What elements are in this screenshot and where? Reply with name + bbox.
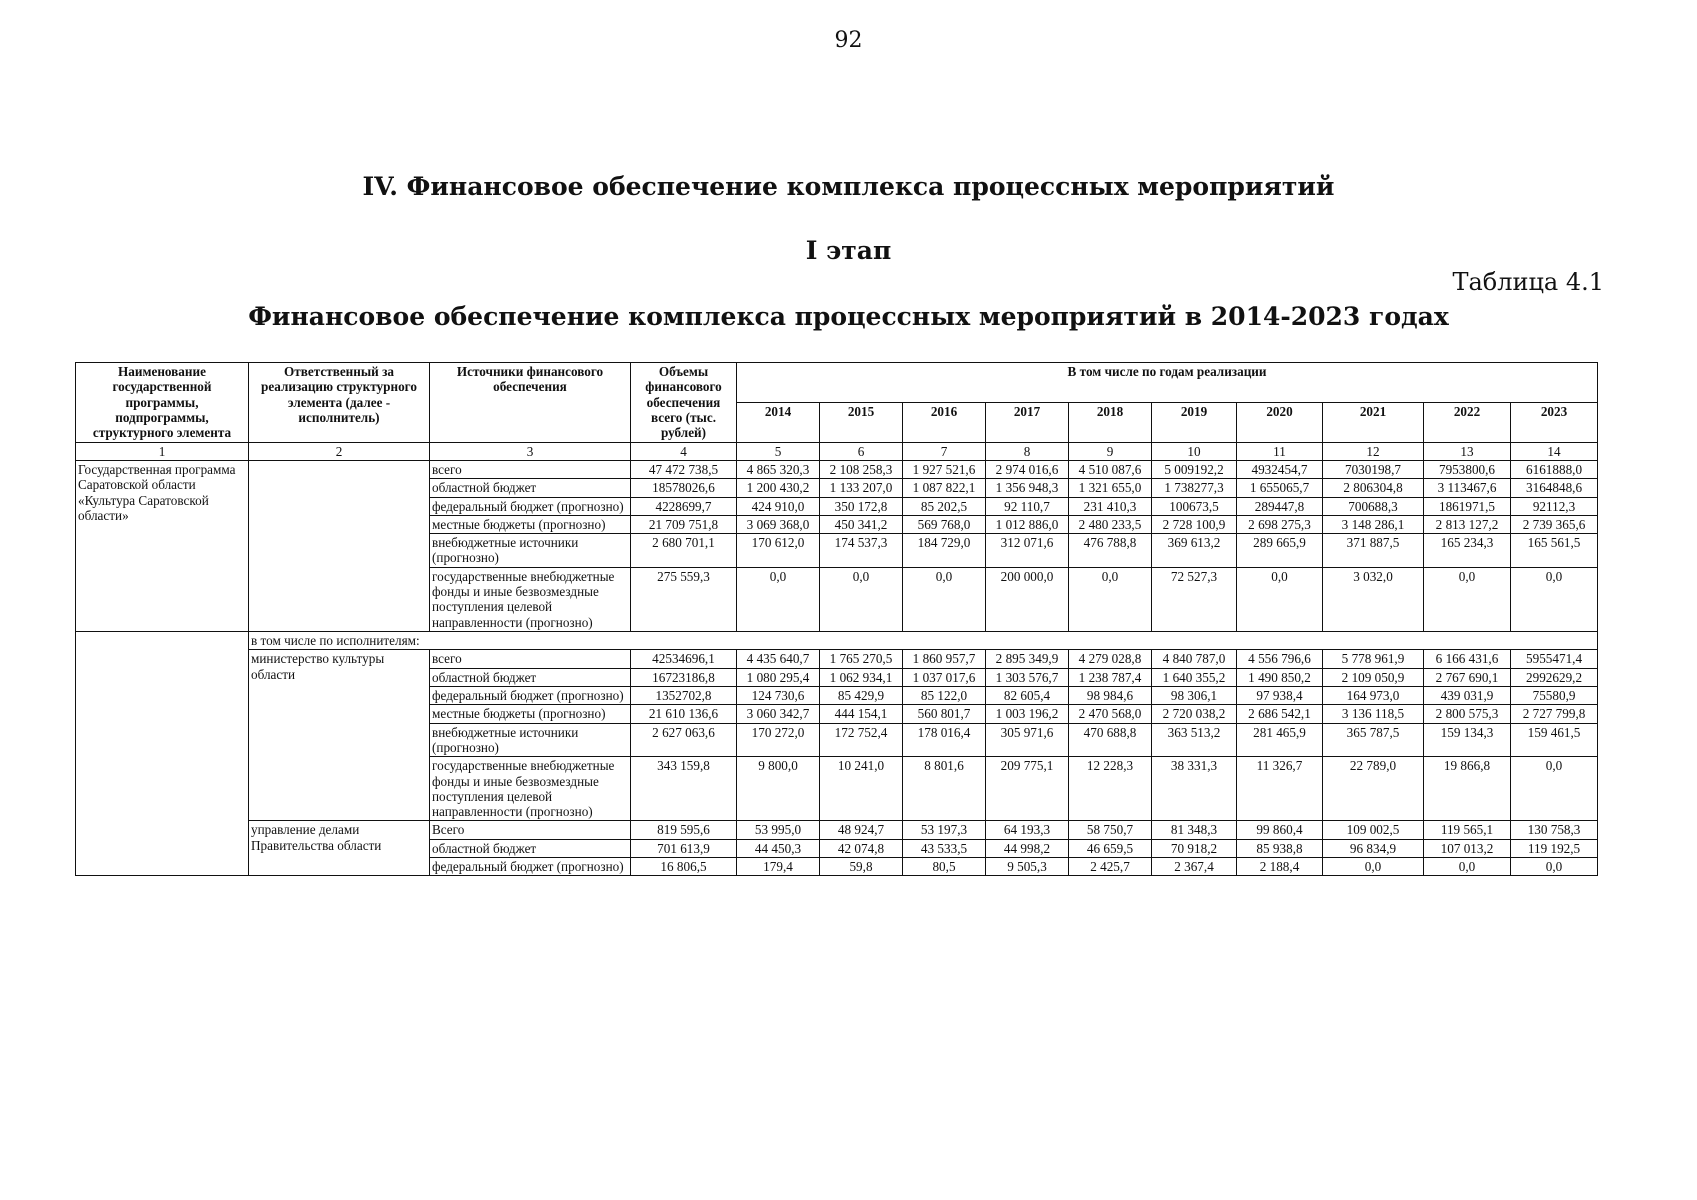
executor-section-name-cell bbox=[76, 632, 249, 876]
value-cell: 4 840 787,0 bbox=[1152, 650, 1237, 668]
value-cell: 5 778 961,9 bbox=[1323, 650, 1424, 668]
value-cell: 96 834,9 bbox=[1323, 839, 1424, 857]
value-cell: 700688,3 bbox=[1323, 497, 1424, 515]
column-index: 1 bbox=[76, 442, 249, 460]
source-label: федеральный бюджет (прогнозно) bbox=[430, 497, 631, 515]
value-cell: 1 321 655,0 bbox=[1069, 479, 1152, 497]
value-cell: 9 800,0 bbox=[737, 757, 820, 821]
value-cell: 44 450,3 bbox=[737, 839, 820, 857]
value-cell: 0,0 bbox=[1424, 567, 1511, 631]
value-cell: 1 003 196,2 bbox=[986, 705, 1069, 723]
value-cell: 85 429,9 bbox=[820, 686, 903, 704]
header-row-1 bbox=[76, 363, 1598, 403]
value-cell: 1352702,8 bbox=[631, 686, 737, 704]
value-cell: 1 133 207,0 bbox=[820, 479, 903, 497]
value-cell: 371 887,5 bbox=[1323, 534, 1424, 568]
year-header: 2021 bbox=[1323, 402, 1424, 442]
value-cell: 424 910,0 bbox=[737, 497, 820, 515]
value-cell: 2 109 050,9 bbox=[1323, 668, 1424, 686]
year-header: 2018 bbox=[1069, 402, 1152, 442]
value-cell: 1 655065,7 bbox=[1237, 479, 1323, 497]
value-cell: 85 938,8 bbox=[1237, 839, 1323, 857]
value-cell: 3 136 118,5 bbox=[1323, 705, 1424, 723]
value-cell: 1 303 576,7 bbox=[986, 668, 1069, 686]
program-name: Государственная программа Саратовской области «Культура Саратовской области» bbox=[76, 460, 249, 631]
value-cell: 4 435 640,7 bbox=[737, 650, 820, 668]
source-label: федеральный бюджет (прогнозно) bbox=[430, 686, 631, 704]
value-cell: 1 860 957,7 bbox=[903, 650, 986, 668]
value-cell: 16723186,8 bbox=[631, 668, 737, 686]
value-cell: 5 009192,2 bbox=[1152, 460, 1237, 478]
value-cell: 21 610 136,6 bbox=[631, 705, 737, 723]
value-cell: 92 110,7 bbox=[986, 497, 1069, 515]
value-cell: 3 069 368,0 bbox=[737, 515, 820, 533]
value-cell: 560 801,7 bbox=[903, 705, 986, 723]
value-cell: 819 595,6 bbox=[631, 821, 737, 839]
source-label: государственные внебюджетные фонды и иные безвозмездные поступления целевой направленности (прогнозно) bbox=[430, 567, 631, 631]
value-cell: 365 787,5 bbox=[1323, 723, 1424, 757]
value-cell: 2 895 349,9 bbox=[986, 650, 1069, 668]
value-cell: 10 241,0 bbox=[820, 757, 903, 821]
source-label: местные бюджеты (прогнозно) bbox=[430, 515, 631, 533]
value-cell: 4 510 087,6 bbox=[1069, 460, 1152, 478]
column-index: 6 bbox=[820, 442, 903, 460]
year-header: 2015 bbox=[820, 402, 903, 442]
value-cell: 369 613,2 bbox=[1152, 534, 1237, 568]
value-cell: 3 032,0 bbox=[1323, 567, 1424, 631]
value-cell: 92112,3 bbox=[1511, 497, 1598, 515]
value-cell: 1 356 948,3 bbox=[986, 479, 1069, 497]
value-cell: 3164848,6 bbox=[1511, 479, 1598, 497]
value-cell: 44 998,2 bbox=[986, 839, 1069, 857]
col-header-years-caption: В том числе по годам реализации bbox=[737, 363, 1598, 403]
value-cell: 21 709 751,8 bbox=[631, 515, 737, 533]
table-label: Таблица 4.1 bbox=[1452, 268, 1604, 296]
by-executor-label: в том числе по исполнителям: bbox=[249, 632, 1598, 650]
value-cell: 1 738277,3 bbox=[1152, 479, 1237, 497]
col-header-sources: Источники финансового обеспечения bbox=[430, 363, 631, 443]
value-cell: 5955471,4 bbox=[1511, 650, 1598, 668]
column-index: 5 bbox=[737, 442, 820, 460]
value-cell: 38 331,3 bbox=[1152, 757, 1237, 821]
value-cell: 2992629,2 bbox=[1511, 668, 1598, 686]
value-cell: 174 537,3 bbox=[820, 534, 903, 568]
value-cell: 343 159,8 bbox=[631, 757, 737, 821]
col-header-name: Наименование государственной программы, подпрограммы, структурного элемента bbox=[76, 363, 249, 443]
source-label: федеральный бюджет (прогнозно) bbox=[430, 858, 631, 876]
value-cell: 1 087 822,1 bbox=[903, 479, 986, 497]
table-row bbox=[76, 460, 1598, 478]
value-cell: 6161888,0 bbox=[1511, 460, 1598, 478]
column-index: 2 bbox=[249, 442, 430, 460]
value-cell: 19 866,8 bbox=[1424, 757, 1511, 821]
header-row-indices bbox=[76, 442, 1598, 460]
value-cell: 0,0 bbox=[737, 567, 820, 631]
value-cell: 2 727 799,8 bbox=[1511, 705, 1598, 723]
value-cell: 200 000,0 bbox=[986, 567, 1069, 631]
column-index: 14 bbox=[1511, 442, 1598, 460]
value-cell: 2 806304,8 bbox=[1323, 479, 1424, 497]
value-cell: 0,0 bbox=[1511, 757, 1598, 821]
value-cell: 209 775,1 bbox=[986, 757, 1069, 821]
value-cell: 165 234,3 bbox=[1424, 534, 1511, 568]
value-cell: 2 480 233,5 bbox=[1069, 515, 1152, 533]
value-cell: 119 565,1 bbox=[1424, 821, 1511, 839]
value-cell: 16 806,5 bbox=[631, 858, 737, 876]
year-header: 2022 bbox=[1424, 402, 1511, 442]
value-cell: 1 037 017,6 bbox=[903, 668, 986, 686]
value-cell: 42534696,1 bbox=[631, 650, 737, 668]
source-label: областной бюджет bbox=[430, 668, 631, 686]
executor-name: управление делами Правительства области bbox=[249, 821, 430, 876]
value-cell: 159 461,5 bbox=[1511, 723, 1598, 757]
source-label: внебюджетные источники (прогнозно) bbox=[430, 534, 631, 568]
value-cell: 281 465,9 bbox=[1237, 723, 1323, 757]
year-header: 2019 bbox=[1152, 402, 1237, 442]
value-cell: 4 279 028,8 bbox=[1069, 650, 1152, 668]
value-cell: 165 561,5 bbox=[1511, 534, 1598, 568]
value-cell: 6 166 431,6 bbox=[1424, 650, 1511, 668]
value-cell: 2 698 275,3 bbox=[1237, 515, 1323, 533]
by-executor-row bbox=[76, 632, 1598, 650]
column-index: 8 bbox=[986, 442, 1069, 460]
source-label: внебюджетные источники (прогнозно) bbox=[430, 723, 631, 757]
value-cell: 0,0 bbox=[1511, 567, 1598, 631]
value-cell: 82 605,4 bbox=[986, 686, 1069, 704]
value-cell: 98 306,1 bbox=[1152, 686, 1237, 704]
column-index: 11 bbox=[1237, 442, 1323, 460]
source-label: всего bbox=[430, 460, 631, 478]
year-header: 2017 bbox=[986, 402, 1069, 442]
value-cell: 439 031,9 bbox=[1424, 686, 1511, 704]
value-cell: 72 527,3 bbox=[1152, 567, 1237, 631]
value-cell: 107 013,2 bbox=[1424, 839, 1511, 857]
value-cell: 4 865 320,3 bbox=[737, 460, 820, 478]
value-cell: 119 192,5 bbox=[1511, 839, 1598, 857]
value-cell: 100673,5 bbox=[1152, 497, 1237, 515]
value-cell: 1 490 850,2 bbox=[1237, 668, 1323, 686]
value-cell: 184 729,0 bbox=[903, 534, 986, 568]
value-cell: 2 627 063,6 bbox=[631, 723, 737, 757]
value-cell: 43 533,5 bbox=[903, 839, 986, 857]
stage-heading: I этап bbox=[805, 236, 892, 265]
value-cell: 2 974 016,6 bbox=[986, 460, 1069, 478]
value-cell: 1 080 295,4 bbox=[737, 668, 820, 686]
value-cell: 12 228,3 bbox=[1069, 757, 1152, 821]
value-cell: 58 750,7 bbox=[1069, 821, 1152, 839]
value-cell: 4932454,7 bbox=[1237, 460, 1323, 478]
value-cell: 179,4 bbox=[737, 858, 820, 876]
value-cell: 363 513,2 bbox=[1152, 723, 1237, 757]
value-cell: 289447,8 bbox=[1237, 497, 1323, 515]
value-cell: 2 367,4 bbox=[1152, 858, 1237, 876]
year-header: 2014 bbox=[737, 402, 820, 442]
col-header-responsible: Ответственный за реализацию структурного элемента (далее - исполнитель) bbox=[249, 363, 430, 443]
value-cell: 0,0 bbox=[1323, 858, 1424, 876]
source-label: Всего bbox=[430, 821, 631, 839]
value-cell: 53 995,0 bbox=[737, 821, 820, 839]
value-cell: 130 758,3 bbox=[1511, 821, 1598, 839]
value-cell: 0,0 bbox=[1237, 567, 1323, 631]
table-row bbox=[76, 821, 1598, 839]
program-responsible-cell bbox=[249, 460, 430, 631]
value-cell: 170 272,0 bbox=[737, 723, 820, 757]
value-cell: 231 410,3 bbox=[1069, 497, 1152, 515]
col-header-total: Объемы финансового обеспечения всего (тыс. рублей) bbox=[631, 363, 737, 443]
value-cell: 1 765 270,5 bbox=[820, 650, 903, 668]
value-cell: 81 348,3 bbox=[1152, 821, 1237, 839]
value-cell: 75580,9 bbox=[1511, 686, 1598, 704]
value-cell: 2 813 127,2 bbox=[1424, 515, 1511, 533]
value-cell: 4228699,7 bbox=[631, 497, 737, 515]
value-cell: 4 556 796,6 bbox=[1237, 650, 1323, 668]
year-header: 2016 bbox=[903, 402, 986, 442]
value-cell: 46 659,5 bbox=[1069, 839, 1152, 857]
column-index: 3 bbox=[430, 442, 631, 460]
value-cell: 1 012 886,0 bbox=[986, 515, 1069, 533]
source-label: областной бюджет bbox=[430, 839, 631, 857]
value-cell: 7030198,7 bbox=[1323, 460, 1424, 478]
value-cell: 85 122,0 bbox=[903, 686, 986, 704]
value-cell: 569 768,0 bbox=[903, 515, 986, 533]
value-cell: 0,0 bbox=[903, 567, 986, 631]
source-label: государственные внебюджетные фонды и иные безвозмездные поступления целевой направленности (прогнозно) bbox=[430, 757, 631, 821]
source-label: всего bbox=[430, 650, 631, 668]
source-label: местные бюджеты (прогнозно) bbox=[430, 705, 631, 723]
column-index: 13 bbox=[1424, 442, 1511, 460]
table-row bbox=[76, 650, 1598, 668]
value-cell: 2 108 258,3 bbox=[820, 460, 903, 478]
source-label: областной бюджет bbox=[430, 479, 631, 497]
value-cell: 8 801,6 bbox=[903, 757, 986, 821]
value-cell: 64 193,3 bbox=[986, 821, 1069, 839]
year-header: 2023 bbox=[1511, 402, 1598, 442]
value-cell: 7953800,6 bbox=[1424, 460, 1511, 478]
value-cell: 1861971,5 bbox=[1424, 497, 1511, 515]
year-header: 2020 bbox=[1237, 402, 1323, 442]
value-cell: 22 789,0 bbox=[1323, 757, 1424, 821]
value-cell: 0,0 bbox=[1424, 858, 1511, 876]
column-index: 7 bbox=[903, 442, 986, 460]
value-cell: 172 752,4 bbox=[820, 723, 903, 757]
value-cell: 470 688,8 bbox=[1069, 723, 1152, 757]
value-cell: 53 197,3 bbox=[903, 821, 986, 839]
value-cell: 80,5 bbox=[903, 858, 986, 876]
value-cell: 9 505,3 bbox=[986, 858, 1069, 876]
section-heading: IV. Финансовое обеспечение комплекса процессных мероприятий bbox=[362, 172, 1335, 201]
value-cell: 1 927 521,6 bbox=[903, 460, 986, 478]
value-cell: 85 202,5 bbox=[903, 497, 986, 515]
value-cell: 1 640 355,2 bbox=[1152, 668, 1237, 686]
value-cell: 350 172,8 bbox=[820, 497, 903, 515]
executor-name: министерство культуры области bbox=[249, 650, 430, 821]
value-cell: 164 973,0 bbox=[1323, 686, 1424, 704]
value-cell: 2 728 100,9 bbox=[1152, 515, 1237, 533]
value-cell: 59,8 bbox=[820, 858, 903, 876]
value-cell: 305 971,6 bbox=[986, 723, 1069, 757]
value-cell: 18578026,6 bbox=[631, 479, 737, 497]
value-cell: 289 665,9 bbox=[1237, 534, 1323, 568]
column-index: 12 bbox=[1323, 442, 1424, 460]
value-cell: 476 788,8 bbox=[1069, 534, 1152, 568]
value-cell: 48 924,7 bbox=[820, 821, 903, 839]
financing-table bbox=[75, 362, 1598, 876]
value-cell: 0,0 bbox=[1069, 567, 1152, 631]
value-cell: 98 984,6 bbox=[1069, 686, 1152, 704]
value-cell: 109 002,5 bbox=[1323, 821, 1424, 839]
table-title: Финансовое обеспечение комплекса процессных мероприятий в 2014-2023 годах bbox=[248, 302, 1449, 331]
value-cell: 2 680 701,1 bbox=[631, 534, 737, 568]
page-number: 92 bbox=[834, 28, 863, 53]
value-cell: 11 326,7 bbox=[1237, 757, 1323, 821]
value-cell: 99 860,4 bbox=[1237, 821, 1323, 839]
value-cell: 1 200 430,2 bbox=[737, 479, 820, 497]
value-cell: 3 060 342,7 bbox=[737, 705, 820, 723]
value-cell: 2 188,4 bbox=[1237, 858, 1323, 876]
value-cell: 2 686 542,1 bbox=[1237, 705, 1323, 723]
value-cell: 2 767 690,1 bbox=[1424, 668, 1511, 686]
value-cell: 178 016,4 bbox=[903, 723, 986, 757]
value-cell: 47 472 738,5 bbox=[631, 460, 737, 478]
value-cell: 0,0 bbox=[820, 567, 903, 631]
value-cell: 124 730,6 bbox=[737, 686, 820, 704]
value-cell: 42 074,8 bbox=[820, 839, 903, 857]
value-cell: 1 062 934,1 bbox=[820, 668, 903, 686]
column-index: 9 bbox=[1069, 442, 1152, 460]
value-cell: 701 613,9 bbox=[631, 839, 737, 857]
table-body bbox=[76, 460, 1598, 876]
value-cell: 312 071,6 bbox=[986, 534, 1069, 568]
column-index: 10 bbox=[1152, 442, 1237, 460]
value-cell: 444 154,1 bbox=[820, 705, 903, 723]
column-index: 4 bbox=[631, 442, 737, 460]
value-cell: 2 739 365,6 bbox=[1511, 515, 1598, 533]
value-cell: 2 470 568,0 bbox=[1069, 705, 1152, 723]
value-cell: 159 134,3 bbox=[1424, 723, 1511, 757]
value-cell: 2 800 575,3 bbox=[1424, 705, 1511, 723]
value-cell: 3 148 286,1 bbox=[1323, 515, 1424, 533]
value-cell: 2 425,7 bbox=[1069, 858, 1152, 876]
value-cell: 97 938,4 bbox=[1237, 686, 1323, 704]
value-cell: 450 341,2 bbox=[820, 515, 903, 533]
value-cell: 2 720 038,2 bbox=[1152, 705, 1237, 723]
value-cell: 0,0 bbox=[1511, 858, 1598, 876]
value-cell: 170 612,0 bbox=[737, 534, 820, 568]
value-cell: 70 918,2 bbox=[1152, 839, 1237, 857]
value-cell: 3 113467,6 bbox=[1424, 479, 1511, 497]
value-cell: 275 559,3 bbox=[631, 567, 737, 631]
value-cell: 1 238 787,4 bbox=[1069, 668, 1152, 686]
